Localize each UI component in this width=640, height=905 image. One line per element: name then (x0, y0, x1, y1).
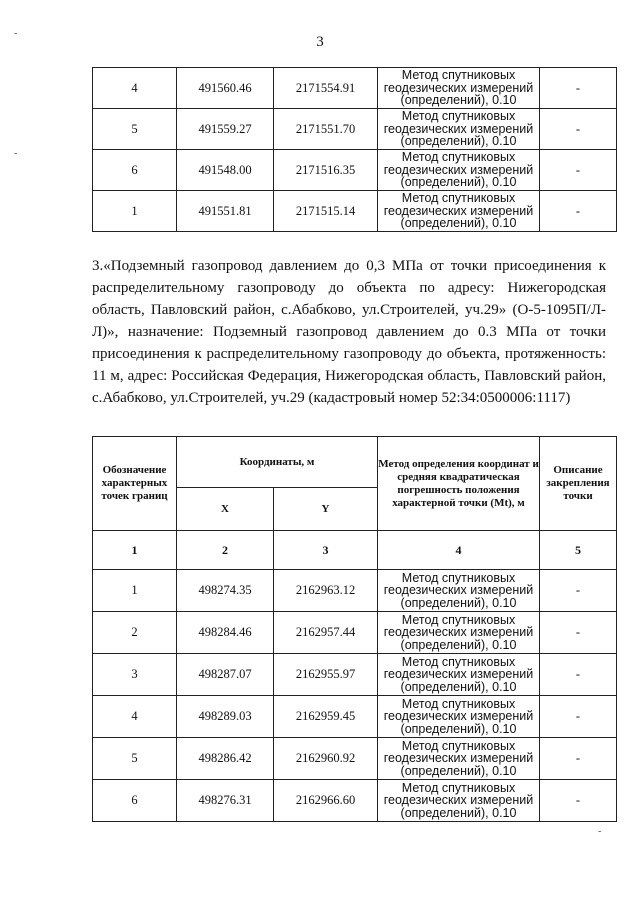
fixing-description: - (540, 570, 617, 612)
y-coordinate: 2171516.35 (274, 150, 378, 191)
point-number: 4 (93, 696, 177, 738)
method-cell: Метод спутниковых геодезических измерений (определений), 0.10 (378, 191, 540, 232)
x-coordinate: 491560.46 (177, 68, 274, 109)
point-number: 5 (93, 109, 177, 150)
point-number: 1 (93, 570, 177, 612)
method-cell: Метод спутниковых геодезических измерений (определений), 0.10 (378, 150, 540, 191)
x-coordinate: 498284.46 (177, 612, 274, 654)
header-x: X (177, 488, 274, 531)
column-index: 4 (378, 531, 540, 570)
point-number: 3 (93, 654, 177, 696)
column-index: 2 (177, 531, 274, 570)
y-coordinate: 2171515.14 (274, 191, 378, 232)
x-coordinate: 498286.42 (177, 738, 274, 780)
x-coordinate: 498274.35 (177, 570, 274, 612)
table-row (93, 780, 617, 822)
fixing-description: - (540, 150, 617, 191)
point-number: 6 (93, 780, 177, 822)
method-cell: Метод спутниковых геодезических измерений (определений), 0.10 (378, 780, 540, 822)
y-coordinate: 2162960.92 (274, 738, 378, 780)
scan-mark: - (598, 826, 602, 837)
fixing-description: - (540, 780, 617, 822)
fixing-description: - (540, 696, 617, 738)
x-coordinate: 498276.31 (177, 780, 274, 822)
fixing-description: - (540, 654, 617, 696)
header-coordinates: Координаты, м (177, 437, 378, 488)
point-number: 4 (93, 68, 177, 109)
y-coordinate: 2162957.44 (274, 612, 378, 654)
y-coordinate: 2171551.70 (274, 109, 378, 150)
coordinates-table-continued (92, 67, 617, 232)
method-cell: Метод спутниковых геодезических измерений (определений), 0.10 (378, 738, 540, 780)
fixing-description: - (540, 68, 617, 109)
fixing-description: - (540, 191, 617, 232)
point-number: 5 (93, 738, 177, 780)
scan-mark: - (14, 28, 18, 39)
page-number: 3 (316, 34, 324, 50)
method-cell: Метод спутниковых геодезических измерений (определений), 0.10 (378, 570, 540, 612)
y-coordinate: 2162955.97 (274, 654, 378, 696)
method-cell: Метод спутниковых геодезических измерений (определений), 0.10 (378, 654, 540, 696)
column-index: 1 (93, 531, 177, 570)
table-row (93, 570, 617, 612)
column-index: 3 (274, 531, 378, 570)
x-coordinate: 491551.81 (177, 191, 274, 232)
header-point-designation: Обозначение характерных точек границ (93, 437, 177, 531)
y-coordinate: 2162959.45 (274, 696, 378, 738)
method-cell: Метод спутниковых геодезических измерений (определений), 0.10 (378, 68, 540, 109)
point-number: 2 (93, 612, 177, 654)
method-cell: Метод спутниковых геодезических измерений (определений), 0.10 (378, 612, 540, 654)
y-coordinate: 2162963.12 (274, 570, 378, 612)
x-coordinate: 498287.07 (177, 654, 274, 696)
method-cell: Метод спутниковых геодезических измерений (определений), 0.10 (378, 109, 540, 150)
table-row (93, 738, 617, 780)
table-row (93, 612, 617, 654)
x-coordinate: 498289.03 (177, 696, 274, 738)
method-cell: Метод спутниковых геодезических измерений (определений), 0.10 (378, 696, 540, 738)
x-coordinate: 491559.27 (177, 109, 274, 150)
y-coordinate: 2171554.91 (274, 68, 378, 109)
object-description-paragraph: 3.«Подземный газопровод давлением до 0,3 МПа от точки присоединения к распределительному газопроводу до объекта по адресу: Нижегородская область, Павловский район, с.Абабково, ул.Строителей, уч.29» (О-5-1095П/Л-Л)», назначение: Подземный газопровод давлением до 0.3 МПа от точки присоединения к распределительному газопроводу до объекта, протяженность: 11 м, адрес: Российская Федерация, Нижегородская область, Павловский район, с.Абабково, ул.Строителей, уч.29 (кадастровый номер 52:34:0500006:1117) (92, 258, 606, 406)
fixing-description: - (540, 738, 617, 780)
table-row (93, 191, 617, 232)
column-index-row (93, 531, 617, 570)
point-number: 1 (93, 191, 177, 232)
table-row (93, 654, 617, 696)
header-method: Метод определения координат и средняя квадратическая погрешность положения характерной точки (Мt), м (378, 437, 540, 531)
point-number: 6 (93, 150, 177, 191)
table-row (93, 150, 617, 191)
header-y: Y (274, 488, 378, 531)
column-index: 5 (540, 531, 617, 570)
table-row (93, 68, 617, 109)
table-row (93, 696, 617, 738)
header-fixing-description: Описание закрепления точки (540, 437, 617, 531)
y-coordinate: 2162966.60 (274, 780, 378, 822)
fixing-description: - (540, 612, 617, 654)
table-row (93, 109, 617, 150)
coordinates-table (92, 436, 617, 822)
x-coordinate: 491548.00 (177, 150, 274, 191)
fixing-description: - (540, 109, 617, 150)
scan-mark: - (14, 148, 18, 159)
